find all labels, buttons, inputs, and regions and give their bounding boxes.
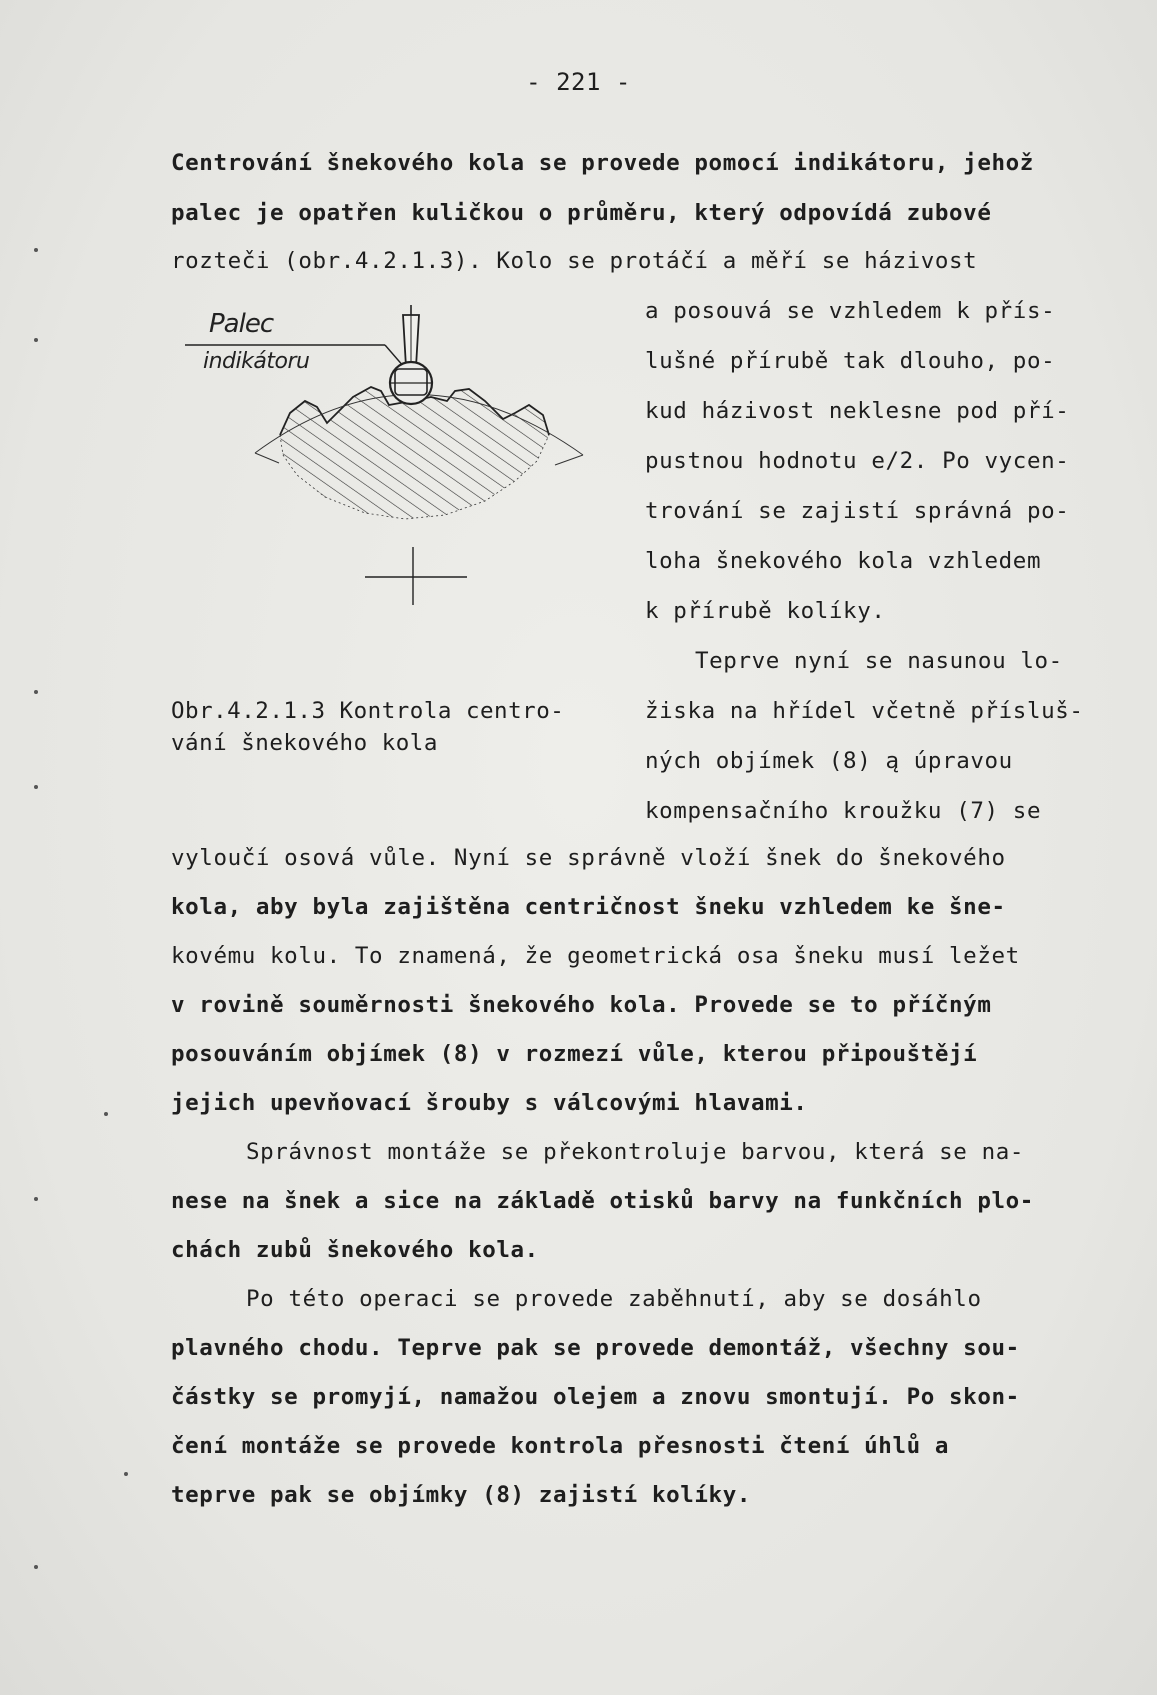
text-line: žiska na hřídel včetně přísluš- xyxy=(645,698,1084,724)
scan-speck xyxy=(104,1112,108,1116)
text-line: kud házivost neklesne pod pří- xyxy=(645,398,1070,424)
page-number: - 221 - xyxy=(526,68,631,96)
figure-label-palec: Palec xyxy=(209,309,274,339)
text-line: kola, aby byla zajištěna centričnost šneku vzhledem ke šne- xyxy=(171,894,1006,920)
text-line: jejich upevňovací šrouby s válcovými hlavami. xyxy=(171,1090,808,1116)
text-line: plavného chodu. Teprve pak se provede demontáž, všechny sou- xyxy=(171,1335,1020,1361)
scan-speck xyxy=(34,338,38,342)
text-line: Centrování šnekového kola se provede pomocí indikátoru, jehož xyxy=(171,150,1034,176)
scan-speck xyxy=(34,690,38,694)
text-line: čení montáže se provede kontrola přesnosti čtení úhlů a xyxy=(171,1433,950,1459)
text-line: lušné přírubě tak dlouho, po- xyxy=(645,348,1056,374)
text-line: teprve pak se objímky (8) zajistí kolíky. xyxy=(171,1482,751,1508)
text-line: v rovině souměrnosti šnekového kola. Provede se to příčným xyxy=(171,992,992,1018)
scan-speck xyxy=(34,1197,38,1201)
scan-speck xyxy=(34,785,38,789)
text-line: k přírubě kolíky. xyxy=(645,598,886,624)
scan-speck xyxy=(124,1472,128,1476)
text-line: a posouvá se vzhledem k přís- xyxy=(645,298,1056,324)
figure-caption: Obr.4.2.1.3 Kontrola centro- xyxy=(171,698,565,724)
text-line: nese na šnek a sice na základě otisků barvy na funkčních plo- xyxy=(171,1188,1034,1214)
worm-wheel-figure xyxy=(185,305,625,655)
scan-speck xyxy=(34,248,38,252)
text-line: Po této operaci se provede zaběhnutí, aby se dosáhlo xyxy=(246,1286,982,1312)
text-line: palec je opatřen kuličkou o průměru, který odpovídá zubové xyxy=(171,200,992,226)
text-line: Správnost montáže se překontroluje barvou, která se na- xyxy=(246,1139,1025,1165)
text-line: kovému kolu. To znamená, že geometrická osa šneku musí ležet xyxy=(171,943,1020,969)
text-line: rozteči (obr.4.2.1.3). Kolo se protáčí a měří se házivost xyxy=(171,248,978,274)
text-line: kompensačního kroužku (7) se xyxy=(645,798,1042,824)
text-line: pustnou hodnotu e/2. Po vycen- xyxy=(645,448,1070,474)
text-line: chách zubů šnekového kola. xyxy=(171,1237,539,1263)
figure-caption: vání šnekového kola xyxy=(171,730,438,756)
scan-speck xyxy=(34,1565,38,1569)
figure-label-indikatoru: indikátoru xyxy=(203,349,310,374)
text-line: loha šnekového kola vzhledem xyxy=(645,548,1042,574)
text-line: vyloučí osová vůle. Nyní se správně vloží šnek do šnekového xyxy=(171,845,1006,871)
text-line: částky se promyjí, namažou olejem a znovu smontují. Po skon- xyxy=(171,1384,1020,1410)
text-line: posouváním objímek (8) v rozmezí vůle, kterou připouštějí xyxy=(171,1041,978,1067)
text-line: ných objímek (8) ą úpravou xyxy=(645,748,1013,774)
text-line: trování se zajistí správná po- xyxy=(645,498,1070,524)
text-line: Teprve nyní se nasunou lo- xyxy=(695,648,1063,674)
